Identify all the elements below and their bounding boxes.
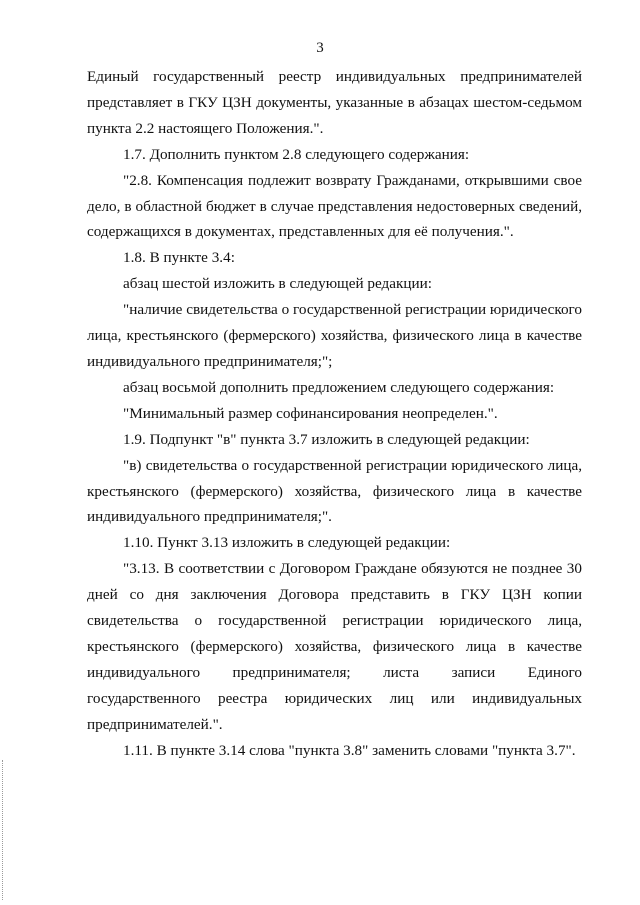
document-body <box>87 64 582 763</box>
paragraph-item-1-10: 1.10. Пункт 3.13 изложить в следующей редакции: <box>123 534 451 552</box>
paragraph-subitem-v: "в) свидетельства о государственной регистрации юридического лица, крестьянского (фермерского) хозяйства, физического лица в качестве индивидуального предпринимателя;". <box>87 456 582 526</box>
paragraph-item-1-11: 1.11. В пункте 3.14 слова "пункта 3.8" заменить словами "пункта 3.7". <box>123 741 576 759</box>
paragraph-item-2-8: "2.8. Компенсация подлежит возврату Гражданами, открывшими свое дело, в областной бюджет в случае представления недостоверных сведений, содержащихся в документах, представленных для её получения.". <box>87 171 582 241</box>
paragraph-item-1-9: 1.9. Подпункт "в" пункта 3.7 изложить в следующей редакции: <box>123 430 530 448</box>
scan-edge-mark <box>2 760 4 900</box>
paragraph-registration-certificate: "наличие свидетельства о государственной регистрации юридического лица, крестьянского (фермерского) хозяйства, физического лица в качестве индивидуального предпринимателя;"; <box>87 301 582 370</box>
paragraph-item-1-7: 1.7. Дополнить пунктом 2.8 следующего содержания: <box>123 145 470 163</box>
paragraph-item-3-13: "3.13. В соответствии с Договором Граждане обязуются не позднее 30 дней со дня заключения Договора представить в ГКУ ЦЗН копии свидетельства о государственной регистрации юридического лица, крестьянского (фермерского) хозяйства, физического лица в качестве индивидуального предпринимателя; листа записи Единого государственного реестра юридических лиц или индивидуальных предпринимателей.". <box>87 560 582 733</box>
paragraph-registry-documents: Единый государственный реестр индивидуальных предпринимателей представляет в ГКУ ЦЗН документы, указанные в абзацах шестом-седьмом пункта 2.2 настоящего Положения.". <box>87 68 582 137</box>
paragraph-sixth-subparagraph: абзац шестой изложить в следующей редакции: <box>123 275 432 293</box>
paragraph-cofinancing: "Минимальный размер софинансирования неопределен.". <box>123 404 498 422</box>
paragraph-eighth-subparagraph: абзац восьмой дополнить предложением следующего содержания: <box>123 378 555 396</box>
page-number: 3 <box>316 40 324 56</box>
paragraph-item-1-8: 1.8. В пункте 3.4: <box>123 249 235 267</box>
